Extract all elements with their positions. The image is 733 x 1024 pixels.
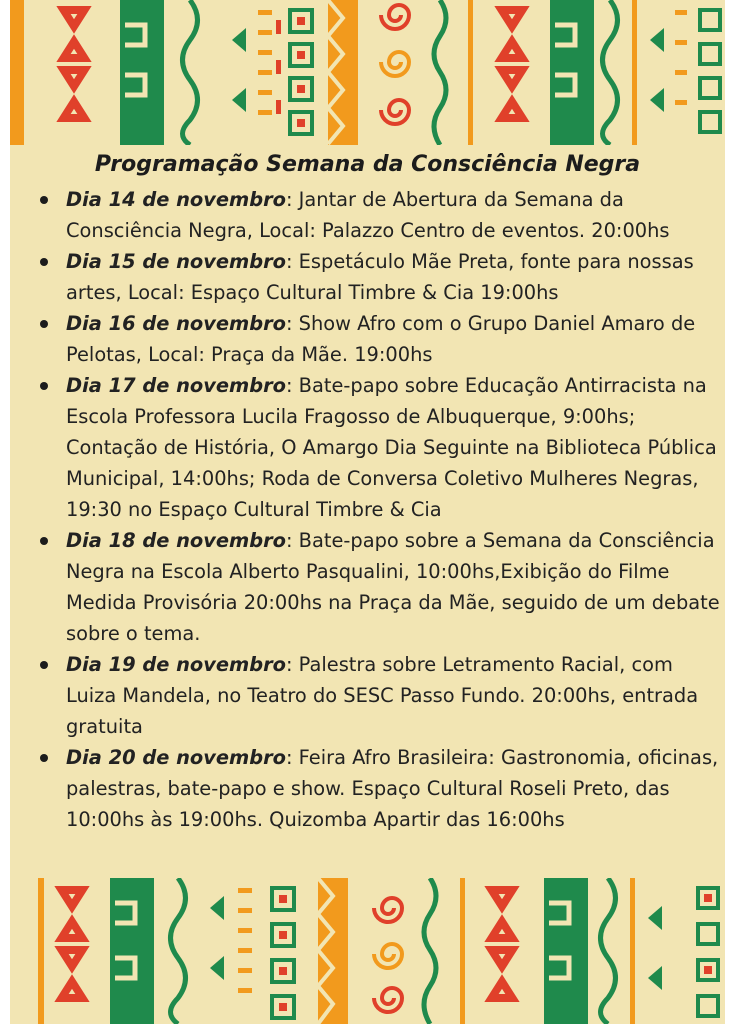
event-day: Dia 18 de novembro <box>66 529 286 552</box>
event-text: : Bate-papo sobre a Semana da Consciência Negra na Escola Alberto Pasqualini, 10:00hs,Exibição do Filme Medida Provisória 20:00hs na Praça da Mãe, seguido de um debate sobre o tema. <box>66 529 720 645</box>
event-text: : Jantar de Abertura da Semana da Consciência Negra, Local: Palazzo Centro de eventos. 20:00hs <box>66 188 670 242</box>
list-item <box>36 246 725 308</box>
event-day: Dia 19 de novembro <box>66 653 286 676</box>
list-item <box>36 370 725 525</box>
event-day: Dia 16 de novembro <box>66 312 286 335</box>
event-list <box>36 184 725 835</box>
list-item <box>36 649 725 742</box>
list-item <box>36 525 725 649</box>
list-item <box>36 184 725 246</box>
event-day: Dia 17 de novembro <box>66 374 286 397</box>
bottom-pattern-band <box>10 878 725 1024</box>
top-pattern-band <box>10 0 725 145</box>
event-text: : Show Afro com o Grupo Daniel Amaro de Pelotas, Local: Praça da Mãe. 19:00hs <box>66 312 696 366</box>
page-title: Programação Semana da Consciência Negra <box>94 152 641 177</box>
list-item <box>36 308 725 370</box>
african-pattern-icon <box>10 878 725 1024</box>
african-pattern-icon <box>10 0 725 145</box>
event-text: : Espetáculo Mãe Preta, fonte para nossas artes, Local: Espaço Cultural Timbre & Cia 19:00hs <box>66 250 694 304</box>
event-day: Dia 15 de novembro <box>66 250 286 273</box>
event-text: : Bate-papo sobre Educação Antirracista na Escola Professora Lucila Fragosso de Albuquerque, 9:00hs; Contação de História, O Amargo Dia Seguinte na Biblioteca Pública Municipal, 14:00hs; Roda de Conversa Coletivo Mulheres Negras, 19:30 no Espaço Cultural Timbre & Cia <box>66 374 717 521</box>
event-day: Dia 14 de novembro <box>66 188 286 211</box>
poster <box>10 0 725 1024</box>
event-day: Dia 20 de novembro <box>66 746 286 769</box>
list-item <box>36 742 725 835</box>
event-text: : Feira Afro Brasileira: Gastronomia, oficinas, palestras, bate-papo e show. Espaço Cultural Roseli Preto, das 10:00hs às 19:00hs. Quizomba Apartir das 16:00hs <box>66 746 719 831</box>
event-text: : Palestra sobre Letramento Racial, com Luiza Mandela, no Teatro do SESC Passo Fundo. 20:00hs, entrada gratuita <box>66 653 699 738</box>
